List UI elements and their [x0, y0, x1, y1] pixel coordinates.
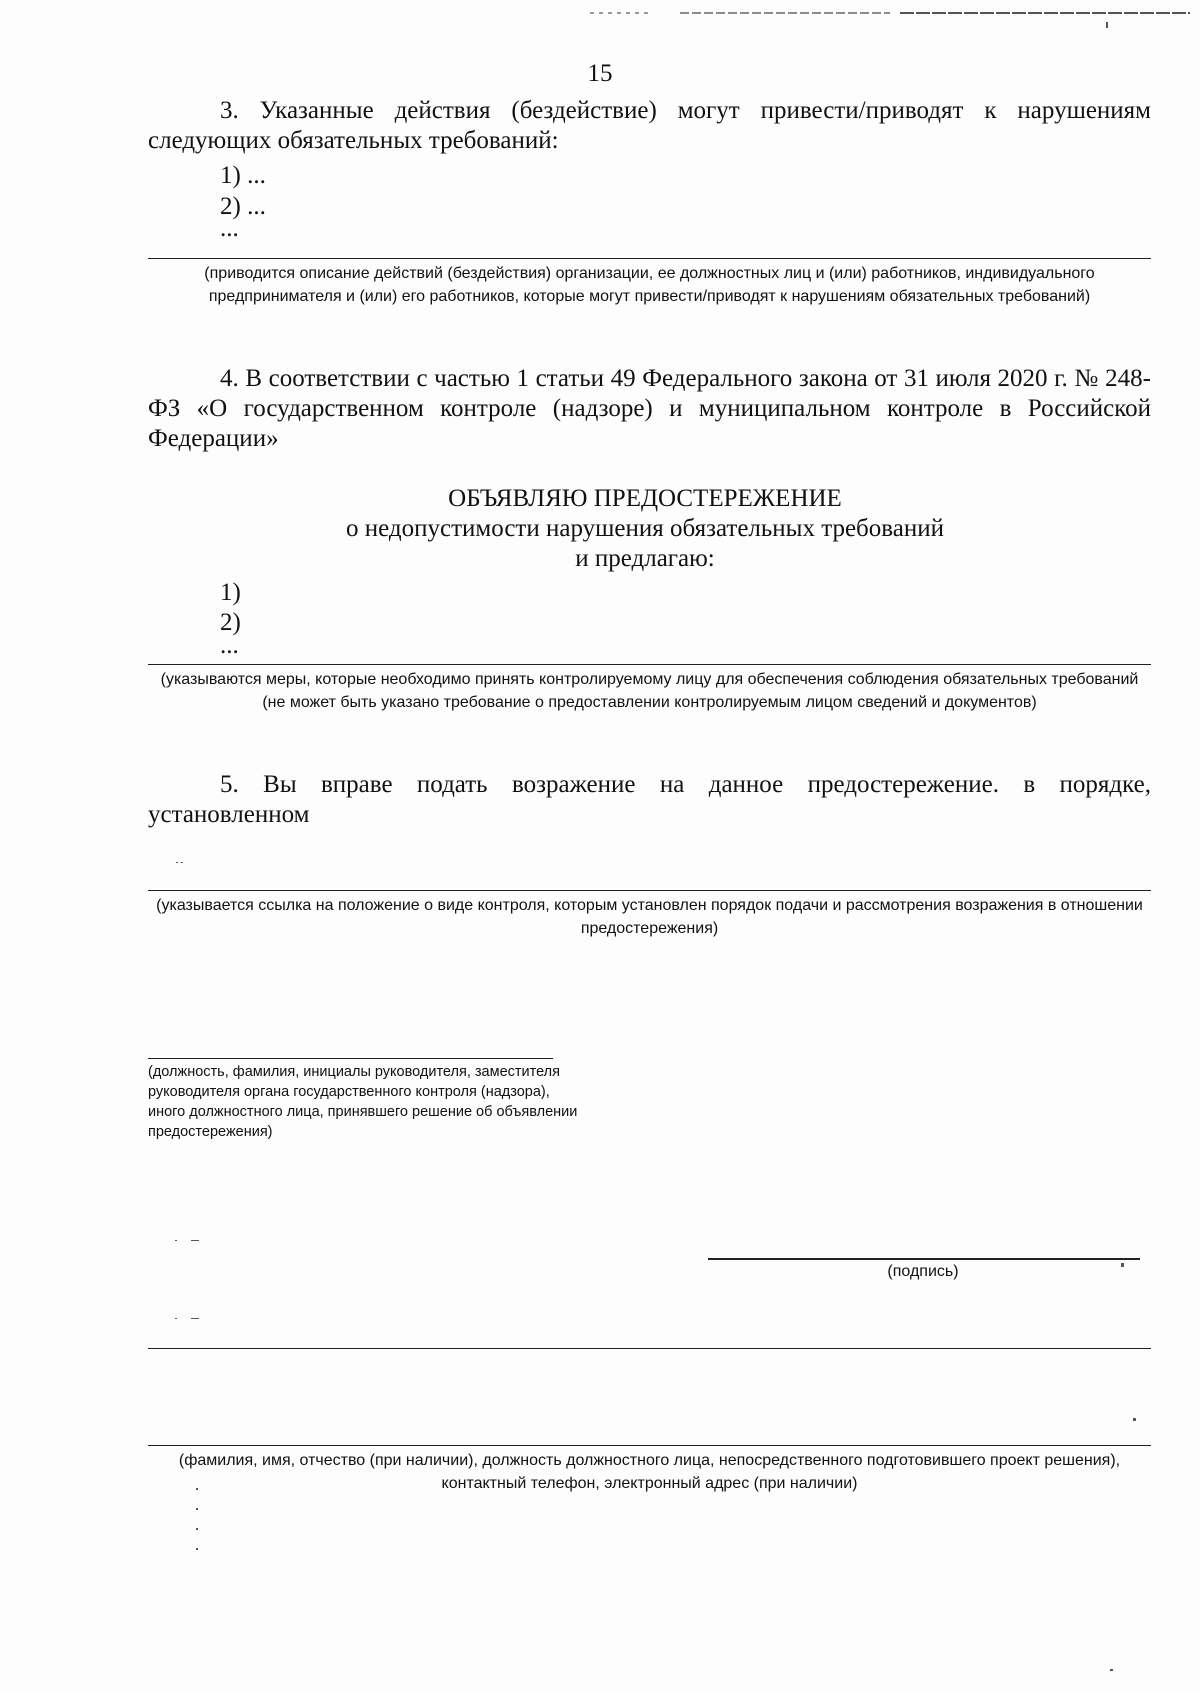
scan-artifact — [590, 10, 1190, 16]
list-item: 2) — [220, 609, 241, 636]
section-5-caption: (указывается ссылка на положение о виде контроля, которым установлен порядок подачи и рассмотрения возражения в отношении предостережения) — [156, 897, 1143, 937]
subheading: о недопустимости нарушения обязательных требований — [346, 515, 944, 542]
section-5-text: 5. Вы вправе подать возражение на данное предостережение. в порядке, установленном — [148, 771, 1151, 828]
heading: ОБЪЯВЛЯЮ ПРЕДОСТЕРЕЖЕНИЕ — [448, 485, 842, 512]
section-4-caption: (указываются меры, которые необходимо принять контролируемому лицу для обеспечения соблюдения обязательных требований (не может быть указано требование о предоставлении контролируемым лицом сведений и документов) — [160, 671, 1139, 711]
section-4-text: 4. В соответствии с частью 1 статьи 49 Федерального закона от 31 июля 2020 г. № 248-ФЗ «О государственном контроле (надзоре) и муниципальном контроле в Российской Федерации» — [148, 365, 1151, 452]
fill-line — [148, 664, 1151, 665]
separator-line — [148, 1348, 1151, 1349]
signature-line — [708, 1258, 1140, 1260]
list-item: 1) ... — [220, 162, 266, 189]
list-item: ... — [220, 632, 239, 659]
list-item: 1) — [220, 579, 241, 606]
list-item: 2) ... — [220, 193, 266, 220]
page-number: 15 — [587, 60, 613, 87]
fill-line — [148, 258, 1151, 259]
signature-caption: (подпись) — [887, 1263, 959, 1280]
official-caption: (должность, фамилия, инициалы руководителя, заместителя руководителя органа государственного контроля (надзора), иного должностного лица, принявшего решение об объявлении предостережения) — [148, 1064, 578, 1140]
list-item: ... — [220, 215, 239, 242]
official-line — [148, 1058, 553, 1059]
fill-line — [148, 890, 1151, 891]
preparer-caption: (фамилия, имя, отчество (при наличии), должность должностного лица, непосредственного подготовившего проект решения), контактный телефон, электронный адрес (при наличии) — [178, 1452, 1121, 1492]
section-3-caption: (приводится описание действий (бездействия) организации, ее должностных лиц и (или) работников, индивидуального предпринимателя и (или) его работников, которые могут привести/приводят к нарушениям обязательных требований) — [204, 265, 1095, 305]
section-3-text: 3. Указанные действия (бездействие) могут привести/приводят к нарушениям следующих обязательных требований: — [148, 97, 1151, 154]
subheading: и предлагаю: — [575, 545, 715, 572]
preparer-line — [148, 1445, 1151, 1446]
